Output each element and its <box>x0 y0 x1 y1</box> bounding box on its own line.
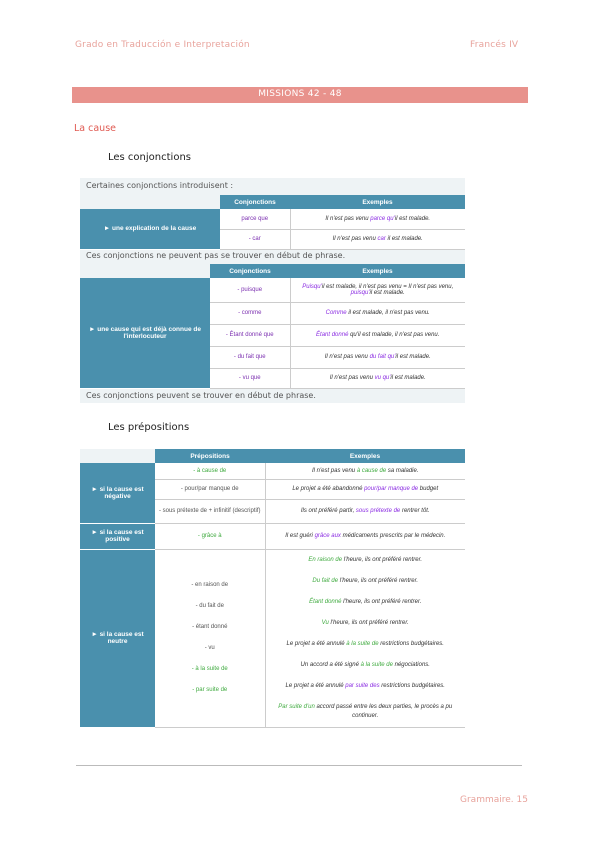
ex-a-la-suite-de-1: Le projet a été annulé à la suite de restrictions budgétaires. <box>286 640 444 647</box>
conj-etant-donne: - Étant donné que <box>210 324 290 346</box>
row2-label: ► une cause qui est déjà connue de l'interlocuteur <box>80 278 210 388</box>
conj-table-1-blank <box>80 195 220 209</box>
ex-a-la-suite-de-2: Un accord a été signé à la suite de négociations. <box>300 661 430 668</box>
prep-etant-donne: - étant donné <box>192 624 228 630</box>
conj-table-2 <box>80 264 465 389</box>
ex-etant-donne: Étant donné l'heure, ils ont préféré rentrer. <box>309 598 422 605</box>
prep-en-raison-de: - en raison de <box>191 582 229 588</box>
conj-parce-que: parce que <box>220 209 290 229</box>
ex-du-fait-que: Il n'est pas venu du fait qu'il est malade. <box>290 346 465 368</box>
prep-sous-pretexte: - sous prétexte de + infinitif (descriptif) <box>155 499 265 523</box>
ex-du-fait-de: Du fait de l'heure, ils ont préféré rentrer. <box>312 577 419 584</box>
ex-etant-donne: Étant donné qu'il est malade, il n'est pas venu. <box>290 324 465 346</box>
conj-du-fait-que: - du fait que <box>210 346 290 368</box>
prep-vu: - vu <box>204 645 215 651</box>
ex-header-2: Exemples <box>290 264 465 278</box>
ex-a-cause-de: Il n'est pas venu à cause de sa maladie. <box>265 463 465 479</box>
pos-label: ► si la cause est positive <box>80 523 155 549</box>
neu-ex-list <box>266 550 466 727</box>
ex-par-suite-de-1: Le projet a été annulé par suite des restrictions budgétaires. <box>285 682 445 689</box>
row1-label: ► une explication de la cause <box>80 209 220 249</box>
conj-comme: - comme <box>210 302 290 324</box>
neu-ex-cell <box>265 549 465 727</box>
ex-en-raison-de: En raison de l'heure, ils ont préféré rentrer. <box>308 556 423 563</box>
prep-table-blank <box>80 449 155 463</box>
missions-banner <box>72 87 528 103</box>
conj-table-1 <box>80 195 465 250</box>
prep-a-la-suite-de: - à la suite de <box>191 666 228 672</box>
header-subject: Francés IV <box>470 40 519 50</box>
prep-grace-a: - grâce à <box>155 523 265 549</box>
ex-grace-a: Il est guéri grâce aux médicaments prescrits par le médecin. <box>265 523 465 549</box>
section-title: La cause <box>74 123 116 134</box>
prep-ex-header: Exemples <box>265 449 465 463</box>
neu-prep-list <box>155 575 265 701</box>
banner-title: MISSIONS 42 - 48 <box>258 89 342 99</box>
ex-par-suite-de-2: Par suite d'un accord passé entre les deux parties, le procès a pu continuer. <box>278 703 453 719</box>
conj-car: - car <box>220 229 290 249</box>
conj-header: Conjonctions <box>220 195 290 209</box>
conj-vu-que: - vu que <box>210 368 290 388</box>
footer-page: Grammaire. 15 <box>460 795 528 805</box>
prep-par-suite-de: - par suite de <box>192 687 228 693</box>
ex-comme: Comme il est malade, il n'est pas venu. <box>290 302 465 324</box>
ex-vu-que: Il n'est pas venu vu qu'il est malade. <box>290 368 465 388</box>
prepositions-title: Les prépositions <box>108 422 190 433</box>
conj-table-2-blank <box>80 264 210 278</box>
prep-a-cause-de: - à cause de <box>155 463 265 479</box>
neu-prep-cell <box>155 549 265 727</box>
prep-header: Prépositions <box>155 449 265 463</box>
conj-puisque: - puisque <box>210 278 290 302</box>
conj-header-2: Conjonctions <box>210 264 290 278</box>
conj-intro-3: Ces conjonctions peuvent se trouver en début de phrase. <box>86 391 316 400</box>
neu-label: ► si la cause est neutre <box>80 549 155 727</box>
conj-intro-1: Certaines conjonctions introduisent : <box>86 181 234 190</box>
ex-vu: Vu l'heure, ils ont préféré rentrer. <box>321 619 409 626</box>
neg-label: ► si la cause est négative <box>80 463 155 523</box>
ex-car: Il n'est pas venu car il est malade. <box>290 229 465 249</box>
ex-manque-de: Le projet a été abandonné pour/par manque de budget <box>265 479 465 499</box>
ex-parce-que: Il n'est pas venu parce qu'il est malade. <box>290 209 465 229</box>
prep-du-fait-de: - du fait de <box>195 603 224 609</box>
ex-header: Exemples <box>290 195 465 209</box>
prep-table <box>80 449 465 728</box>
footer-divider <box>76 765 522 766</box>
conj-intro-2: Ces conjonctions ne peuvent pas se trouver en début de phrase. <box>86 251 346 260</box>
header-course: Grado en Traducción e Interpretación <box>75 40 250 50</box>
ex-puisque: Puisqu'il est malade, il n'est pas venu = Il n'est pas venu, puisqu'il est malade. <box>290 278 465 302</box>
ex-sous-pretexte: Ils ont préféré partir, sous prétexte de rentrer tôt. <box>265 499 465 523</box>
conjonctions-title: Les conjonctions <box>108 152 191 163</box>
prep-manque-de: - pour/par manque de <box>155 479 265 499</box>
